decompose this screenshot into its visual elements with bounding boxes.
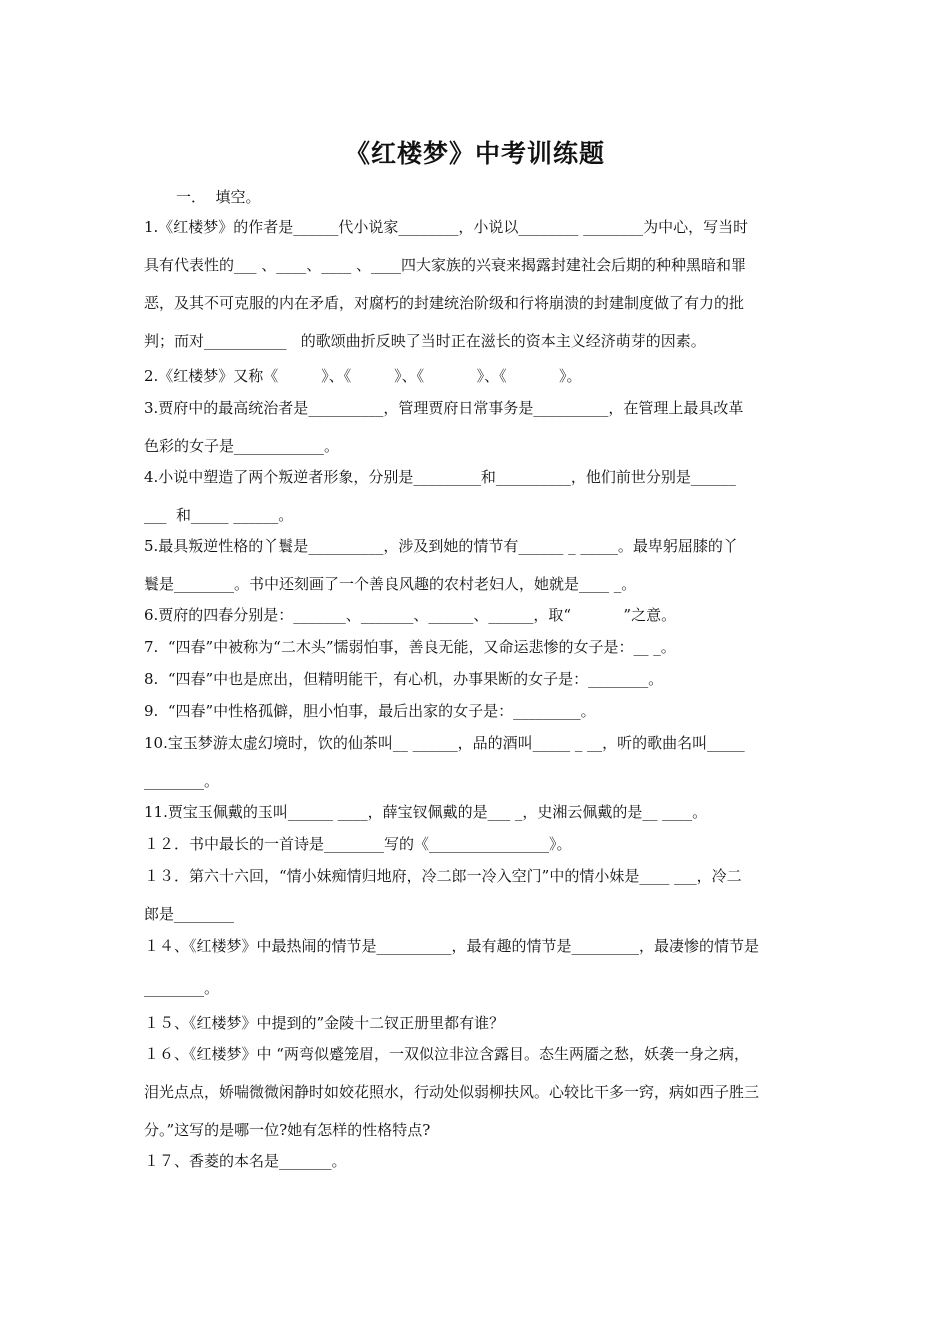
question-1-line-1: 1.《红楼梦》的作者是______代小说家________，小说以________ ________为中心，写当时 [144,218,749,236]
question-12: １２．书中最长的一首诗是________写的《________________》。 [144,835,572,853]
question-4-line-2: ___ 和_____ ______。 [144,506,294,524]
question-5-line-2: 鬟是________。书中还刻画了一个善良风趣的农村老妇人，她就是____ _。 [144,575,637,593]
question-2: 2.《红楼梦》又称《 》、《 》、《 》、《 》。 [144,367,582,385]
question-16-line-3: 分。”这写的是哪一位?她有怎样的性格特点? [144,1121,431,1139]
question-7: 7. “四春”中被称为“二木头”懦弱怕事，善良无能，又命运悲惨的女子是：__ _。 [144,638,676,656]
question-1-line-4: 判；而对___________ 的歌颂曲折反映了当时正在滋长的资本主义经济萌芽的因素。 [144,332,706,350]
document-title: 《红楼梦》中考训练题 [344,139,605,168]
question-16-line-1: １６、《红楼梦》中 “两弯似蹙笼眉，一双似泣非泣含露目。态生两靥之愁，妖袭一身之病， [144,1045,749,1063]
question-10-line-1: 10.宝玉梦游太虚幻境时，饮的仙茶叫__ ______，品的酒叫_____ _ __，听的歌曲名叫_____ [144,734,745,752]
question-14-line-2: ________。 [144,979,220,997]
question-13-line-2: 郎是________ [144,905,235,923]
question-5-line-1: 5.最具叛逆性格的丫鬟是__________，涉及到她的情节有______ _ _____。最卑躬屈膝的丫 [144,537,738,555]
question-13-line-1: １３．第六十六回，“情小妹痴情归地府，冷二郎一冷入空门”中的情小妹是____ ___，冷二 [144,867,742,885]
question-3-line-2: 色彩的女子是____________。 [144,437,340,455]
question-8: 8. “四春”中也是庶出，但精明能干，有心机，办事果断的女子是：________。 [144,670,664,688]
question-14-line-1: １４、《红楼梦》中最热闹的情节是__________，最有趣的情节是_________，最凄惨的情节是 [144,937,760,955]
question-15: １５、《红楼梦》中提到的”金陵十二钗正册里都有谁？ [144,1014,505,1032]
document-body [144,186,808,1178]
question-9: 9. “四春”中性格孤僻，胆小怕事，最后出家的女子是：_________。 [144,702,596,720]
question-4-line-1: 4.小说中塑造了两个叛逆者形象，分别是_________和__________，他们前世分别是______ [144,468,736,486]
question-3-line-1: 3.贾府中的最高统治者是__________，管理贾府日常事务是__________，在管理上最具改革 [144,399,744,417]
question-1-line-3: 恶，及其不可克服的内在矛盾，对腐朽的封建统治阶级和行将崩溃的封建制度做了有力的批 [144,294,745,312]
section-heading: 一． 填空。 [176,188,261,206]
question-17: １７、香菱的本名是_______。 [144,1152,347,1170]
question-11: 11.贾宝玉佩戴的玉叫______ ____，薛宝钗佩戴的是___ _，史湘云佩戴的是__ ____。 [144,803,708,821]
question-6: 6.贾府的四春分别是：_______、_______、______、______，取“ ”之意。 [144,606,677,624]
question-16-line-2: 泪光点点，娇喘微微闲静时如姣花照水，行动处似弱柳扶风。心较比干多一窍，病如西子胜三 [144,1083,760,1101]
question-1-line-2: 具有代表性的___ 、____、____ 、____四大家族的兴衰来揭露封建社会后期的种种黑暗和罪 [144,256,747,274]
question-10-line-2: ________。 [144,772,220,790]
